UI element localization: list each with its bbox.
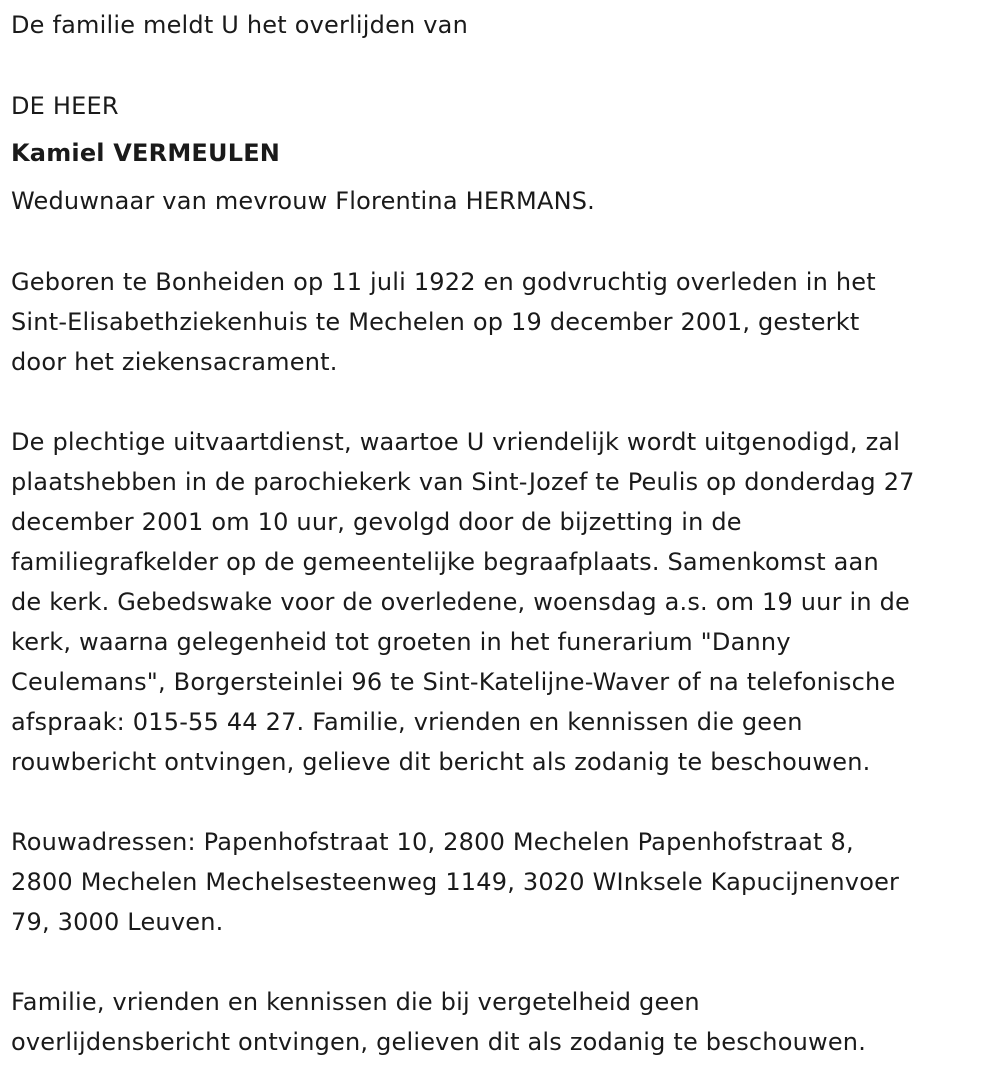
deceased-title: DE HEER xyxy=(11,92,119,120)
paragraph-line: Sint-Elisabethziekenhuis te Mechelen op 19 december 2001, gesterkt xyxy=(11,308,860,336)
paragraph-line: door het ziekensacrament. xyxy=(11,348,338,376)
closing-paragraph xyxy=(11,982,866,1062)
service-paragraph xyxy=(11,422,915,782)
spouse-line: Weduwnaar van mevrouw Florentina HERMANS. xyxy=(11,187,596,215)
paragraph-line: Familie, vrienden en kennissen die bij vergetelheid geen xyxy=(11,988,700,1016)
paragraph-line: overlijdensbericht ontvingen, gelieven dit als zodanig te beschouwen. xyxy=(11,1028,867,1056)
paragraph-line: De plechtige uitvaartdienst, waartoe U vriendelijk wordt uitgenodigd, zal xyxy=(11,428,901,456)
paragraph-line: december 2001 om 10 uur, gevolgd door de bijzetting in de xyxy=(11,508,742,536)
paragraph-line: kerk, waarna gelegenheid tot groeten in het funerarium "Danny xyxy=(11,628,791,656)
paragraph-line: familiegrafkelder op de gemeentelijke begraafplaats. Samenkomst aan xyxy=(11,548,879,576)
intro-line: De familie meldt U het overlijden van xyxy=(11,11,468,39)
addresses-paragraph xyxy=(11,822,899,942)
deceased-name: Kamiel VERMEULEN xyxy=(11,139,281,167)
paragraph-line: 2800 Mechelen Mechelsesteenweg 1149, 3020 WInksele Kapucijnenvoer xyxy=(11,868,900,896)
paragraph-line: 79, 3000 Leuven. xyxy=(11,908,224,936)
paragraph-line: plaatshebben in de parochiekerk van Sint-Jozef te Peulis op donderdag 27 xyxy=(11,468,915,496)
paragraph-line: de kerk. Gebedswake voor de overledene, woensdag a.s. om 19 uur in de xyxy=(11,588,910,616)
paragraph-line: afspraak: 015-55 44 27. Familie, vrienden en kennissen die geen xyxy=(11,708,803,736)
birth-death-paragraph xyxy=(11,262,876,382)
paragraph-line: Geboren te Bonheiden op 11 juli 1922 en godvruchtig overleden in het xyxy=(11,268,876,296)
paragraph-line: Rouwadressen: Papenhofstraat 10, 2800 Mechelen Papenhofstraat 8, xyxy=(11,828,854,856)
paragraph-line: rouwbericht ontvingen, gelieve dit bericht als zodanig te beschouwen. xyxy=(11,748,871,776)
paragraph-line: Ceulemans", Borgersteinlei 96 te Sint-Katelijne-Waver of na telefonische xyxy=(11,668,896,696)
